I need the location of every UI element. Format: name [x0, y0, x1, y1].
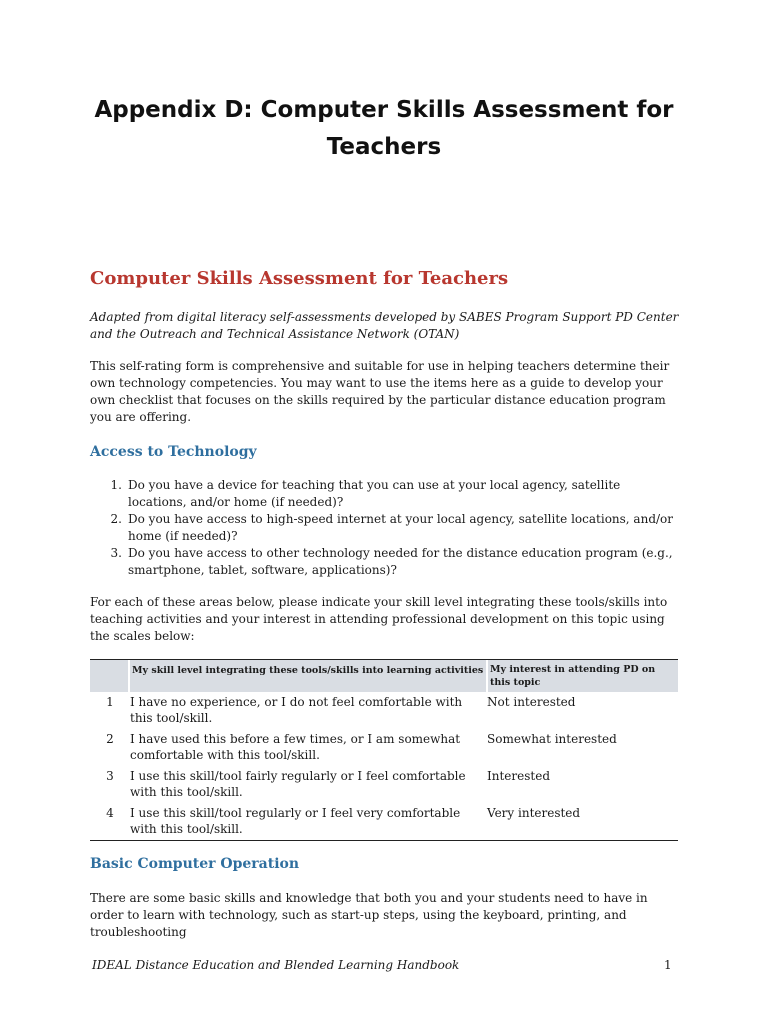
skill-description: I use this skill/tool regularly or I feel very comfortable with this tool/skill.	[130, 806, 461, 836]
scale-number: 4	[106, 806, 114, 820]
access-heading: Access to Technology	[90, 444, 257, 460]
skill-description: I have used this before a few times, or I am somewhat comfortable with this tool/skill.	[130, 732, 461, 762]
interest-level: Somewhat interested	[487, 732, 617, 746]
basic-operation-heading: Basic Computer Operation	[90, 856, 300, 872]
page-number: 1	[664, 958, 672, 972]
table-row	[90, 729, 678, 766]
list-item-text: Do you have access to high-speed internet at your local agency, satellite locations, and/or home (if needed)?	[128, 512, 673, 543]
basic-operation-paragraph: There are some basic skills and knowledge that both you and your students need to have in order to learn with technology, such as start-up steps, using the keyboard, printing, and troubleshooting	[90, 891, 648, 939]
scale-number: 1	[106, 695, 114, 709]
interest-level: Interested	[487, 769, 550, 783]
list-item	[90, 477, 680, 511]
section-title: Computer Skills Assessment for Teachers	[90, 268, 509, 289]
list-item-text: Do you have a device for teaching that you can use at your local agency, satellite locations, and/or home (if needed)?	[128, 478, 621, 509]
header-cell-interest: My interest in attending PD on this topic	[488, 660, 678, 692]
access-question-list	[90, 477, 680, 579]
scale-number: 2	[106, 732, 114, 746]
interest-level: Very interested	[487, 806, 581, 820]
scale-intro-paragraph: For each of these areas below, please indicate your skill level integrating these tools/skills into teaching activities and your interest in attending professional development on this topic using the scales below:	[90, 595, 668, 643]
list-item-number: 1.	[110, 478, 122, 492]
header-cell-blank	[90, 660, 128, 692]
list-item	[90, 511, 680, 545]
table-row	[90, 692, 678, 729]
adapted-note: Adapted from digital literacy self-assessments developed by SABES Program Support PD Center and the Outreach and Technical Assistance Network (OTAN)	[90, 310, 679, 341]
interest-level: Not interested	[487, 695, 576, 709]
footer-handbook-title: IDEAL Distance Education and Blended Learning Handbook	[92, 958, 460, 972]
scale-number: 3	[106, 769, 114, 783]
table-header	[90, 660, 678, 692]
list-item-number: 2.	[110, 512, 122, 526]
list-item	[90, 545, 680, 579]
skill-description: I have no experience, or I do not feel comfortable with this tool/skill.	[130, 695, 463, 725]
list-item-number: 3.	[110, 546, 122, 560]
intro-paragraph: This self-rating form is comprehensive and suitable for use in helping teachers determine their own technology competencies. You may want to use the items here as a guide to develop your own checklist that focuses on the skills required by the particular distance education program you are offering.	[90, 359, 670, 424]
skill-description: I use this skill/tool fairly regularly or I feel comfortable with this tool/skill.	[130, 769, 466, 799]
header-cell-skill: My skill level integrating these tools/skills into learning activities	[130, 660, 486, 692]
table-row	[90, 803, 678, 840]
list-item-text: Do you have access to other technology needed for the distance education program (e.g., smartphone, tablet, software, applications)?	[128, 546, 673, 577]
appendix-title: Appendix D: Computer Skills Assessment for Teachers	[94, 97, 674, 160]
rating-scale-table	[90, 659, 678, 841]
table-row	[90, 766, 678, 803]
